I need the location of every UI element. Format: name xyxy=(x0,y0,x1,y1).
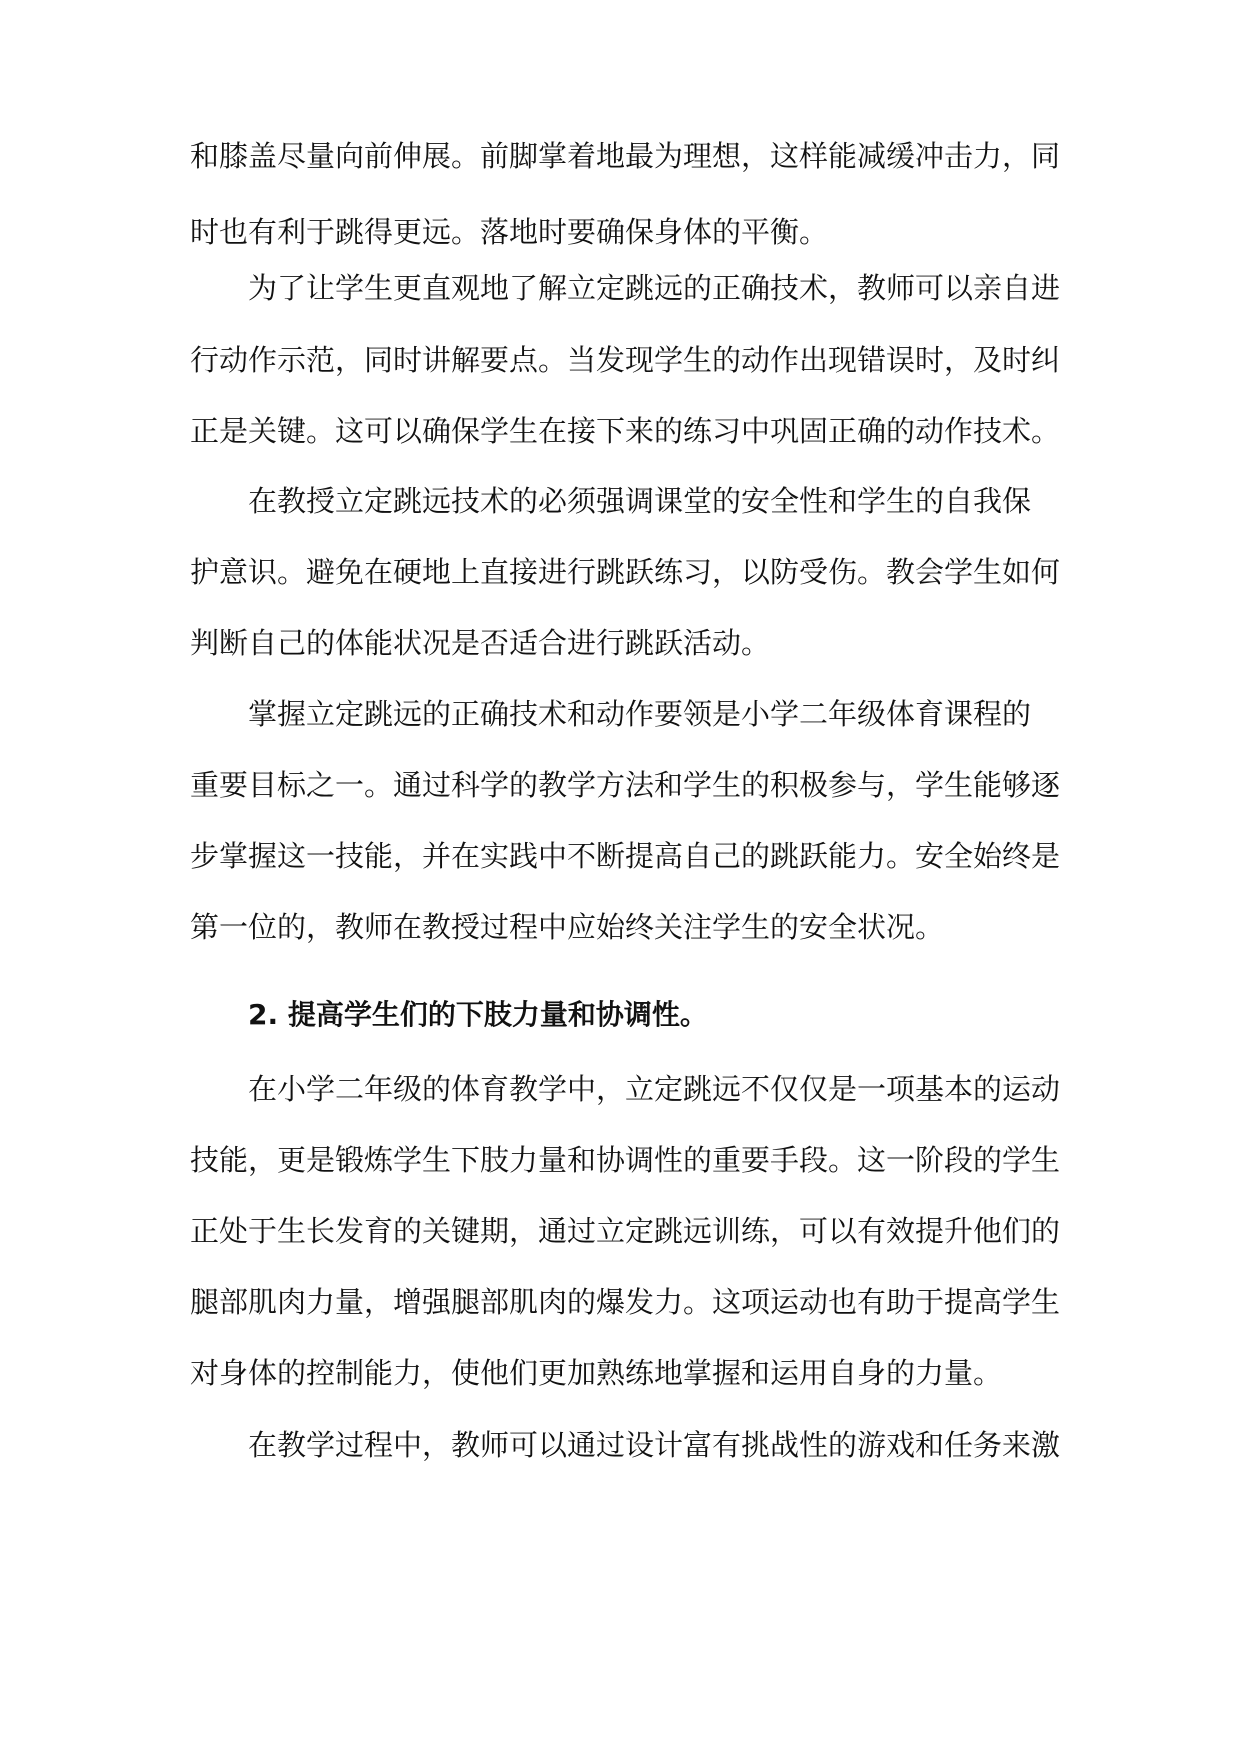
section-paragraph-2-line-1: 在教学过程中，教师可以通过设计富有挑战性的游戏和任务来激 xyxy=(248,1428,1061,1462)
paragraph-2-line-2: 行动作示范，同时讲解要点。当发现学生的动作出现错误时，及时纠 xyxy=(190,343,1061,377)
paragraph-4-line-3: 步掌握这一技能，并在实践中不断提高自己的跳跃能力。安全始终是 xyxy=(190,839,1061,873)
paragraph-3-line-1: 在教授立定跳远技术的必须强调课堂的安全性和学生的自我保 xyxy=(248,484,1032,518)
section-heading: 2. 提高学生们的下肢力量和协调性。 xyxy=(248,998,708,1031)
paragraph-3-line-3: 判断自己的体能状况是否适合进行跳跃活动。 xyxy=(190,626,771,660)
paragraph-1-line-1: 和膝盖尽量向前伸展。前脚掌着地最为理想，这样能减缓冲击力，同 xyxy=(190,139,1061,173)
section-paragraph-1-line-5: 对身体的控制能力，使他们更加熟练地掌握和运用自身的力量。 xyxy=(190,1356,1003,1390)
paragraph-4-line-1: 掌握立定跳远的正确技术和动作要领是小学二年级体育课程的 xyxy=(248,697,1032,731)
paragraph-3-line-2: 护意识。避免在硬地上直接进行跳跃练习，以防受伤。教会学生如何 xyxy=(190,555,1061,589)
paragraph-4-line-2: 重要目标之一。通过科学的教学方法和学生的积极参与，学生能够逐 xyxy=(190,768,1061,802)
paragraph-4-line-4: 第一位的，教师在教授过程中应始终关注学生的安全状况。 xyxy=(190,910,945,944)
section-paragraph-1-line-3: 正处于生长发育的关键期，通过立定跳远训练，可以有效提升他们的 xyxy=(190,1214,1061,1248)
section-paragraph-1-line-1: 在小学二年级的体育教学中，立定跳远不仅仅是一项基本的运动 xyxy=(248,1072,1061,1106)
section-paragraph-1-line-2: 技能，更是锻炼学生下肢力量和协调性的重要手段。这一阶段的学生 xyxy=(190,1143,1061,1177)
paragraph-2-line-3: 正是关键。这可以确保学生在接下来的练习中巩固正确的动作技术。 xyxy=(190,414,1061,448)
section-paragraph-1-line-4: 腿部肌肉力量，增强腿部肌肉的爆发力。这项运动也有助于提高学生 xyxy=(190,1285,1061,1319)
paragraph-2-line-1: 为了让学生更直观地了解立定跳远的正确技术，教师可以亲自进 xyxy=(248,271,1061,305)
paragraph-1-line-2: 时也有利于跳得更远。落地时要确保身体的平衡。 xyxy=(190,215,829,249)
